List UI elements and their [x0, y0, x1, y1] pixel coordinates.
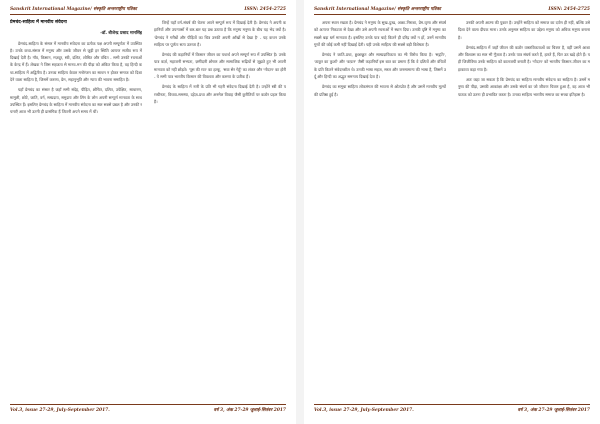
- text-columns: [314, 19, 590, 401]
- issue-label: Vol.3, issue 27-29, July-September 2017.: [314, 407, 414, 413]
- paragraph: प्रेमचंद की कहानियों में किसान जीवन का यथार्थ अपने सम्पूर्ण रूप में उपस्थित है। उनके पात्र कर्ज़, महाजनी सभ्यता, ज़मींदारी शोषण और सामाजिक रूढ़ियों से जूझते हुए भी अपनी मानवता को नहीं छोड़ते। 'पूस की रात' का हल्कू, 'सवा सेर गेहूँ' का शंकर और 'गोदान' का होरी - ये सभी पात्र भारतीय किसान की विवशता और करुणा के प्रतीक हैं।: [154, 52, 286, 80]
- text-columns: [10, 19, 286, 401]
- issue-label-hindi: वर्ष 3, अंक 27-29 जुलाई-सितंबर 2017: [213, 408, 286, 413]
- paragraph: जिन्हें यहाँ वर्ग-संघर्ष की चेतना अपने सम्पूर्ण रूप में दिखाई देती है। प्रेमचंद ने अपनी कहानियों और उपन्यासों में बार-बार यह प्रश्न उठाया है कि मनुष्य मनुष्य के बीच यह भेद क्यों है। 'प्रेमचंद ने गरीबों और पीड़ितों का चित्र उनकी अपनी आँखों से देखा है' - यह कथन उनके साहित्य पर पूर्णतः सत्य उतरता है।: [154, 20, 286, 47]
- footer-divider: [314, 404, 590, 405]
- article-title: प्रेमचंद-साहित्य में मानवीय संवेदना: [10, 20, 67, 25]
- article-author: -डॉ. बीजेन्द्र प्रसाद मानसिंह: [100, 30, 142, 36]
- paragraph: प्रेमचंद ने जाति-प्रथा, छुआछूत और साम्प्रदायिकता का भी विरोध किया है। 'सद्गति', 'ठाकुर का कुआँ' और 'कफ़न' जैसी कहानियाँ इस बात का प्रमाण हैं कि वे दलितों और वंचितों के प्रति कितने संवेदनशील थे। उनकी भाषा सहज, सरल और जनसामान्य की भाषा है, जिसमें उर्दू और हिन्दी का अद्भुत समन्वय दिखाई देता है।: [314, 52, 446, 80]
- header-divider: [314, 14, 590, 15]
- journal-name: Sanskrit International Magazine/ संस्कृति अन्तरराष्ट्रीय पत्रिका: [314, 7, 441, 12]
- header-divider: [10, 14, 286, 15]
- page-gutter: [296, 0, 304, 424]
- page-header: [10, 6, 286, 12]
- page-footer: [314, 407, 590, 413]
- text-column-right: [154, 19, 286, 401]
- paragraph: उनकी अपनी आत्मा की पुकार है। उन्होंने साहित्य को समाज का दर्पण ही नहीं, बल्कि उसे दिशा देने वाला दीपक माना। उनके अनुसार साहित्य का उद्देश्य मनुष्य को अधिक मनुष्य बनाना है।: [458, 20, 590, 40]
- paragraph: यहाँ प्रेमचंद का संसार है जहाँ सभी संदेह, पीड़ित, शोषित, दलित, उपेक्षित, साधारण, मामूली, छोटे, जाति, वर्ग, सम्प्रदाय, समुदाय और लिंग के लोग अपनी सम्पूर्ण मानवता के साथ उपस्थित हैं। इसलिए प्रेमचंद के साहित्य में मानवीय संवेदना का स्वर सबसे प्रबल है और उनकी रचनाएँ आज भी उतनी ही प्रासंगिक हैं जितनी अपने समय में थीं।: [10, 87, 142, 115]
- journal-name: Sanskrit International Magazine/ संस्कृति अन्तरराष्ट्रीय पत्रिका: [10, 7, 137, 12]
- text-column-left: [10, 19, 142, 401]
- issn-label: ISSN: 2454-2725: [244, 6, 286, 12]
- paragraph: प्रेमचंद-साहित्य के संसार में मानवीय संवेदना का प्रत्येक पक्ष अपनी सम्पूर्णता में उपस्थित है। उनके कथा-संसार में मनुष्य और उसके जीवन से जुड़ी हर स्थिति अत्यन्त सजीव रूप में दिखाई देती है। गाँव, किसान, मज़दूर, स्त्री, दलित, शोषित और वंचित - सभी उनकी रचनाओं के केन्द्र में हैं। लेखक ने जिस सहजता से मानव-मन की पीड़ा को अंकित किया है, वह हिन्दी कथा-साहित्य में अद्वितीय है। उनका साहित्य केवल मनोरंजन का साधन न होकर समाज को दिशा देने वाला साहित्य है, जिसमें करुणा, प्रेम, सहानुभूति और न्याय की भावना समाहित है।: [10, 40, 142, 83]
- page-header: [314, 6, 590, 12]
- left-page: [0, 0, 296, 424]
- paragraph: अपना स्थान रखता है। प्रेमचंद ने मनुष्य के सुख-दुःख, आशा-निराशा, प्रेम-घृणा और संघर्ष को अत्यन्त निकटता से देखा और उसे अपनी रचनाओं में स्थान दिया। उनकी दृष्टि में मनुष्य का सबसे बड़ा धर्म मानवता है। इसलिए उनके पात्र चाहे कितने ही दरिद्र क्यों न हों, उनमें मानवीय गुणों की कोई कमी नहीं दिखाई देती। यही उनके साहित्य की सबसे बड़ी विशेषता है।: [314, 20, 446, 47]
- paragraph: प्रेमचंद के साहित्य में नारी के प्रति भी गहरी संवेदना दिखाई देती है। उन्होंने स्त्री की पराधीनता, विधवा-समस्या, दहेज़-प्रथा और अनमेल विवाह जैसी कुरीतियों पर कठोर प्रहार किया है।: [154, 84, 286, 104]
- text-column-left: [314, 19, 446, 401]
- issn-label: ISSN: 2454-2725: [548, 6, 590, 12]
- footer-divider: [10, 404, 286, 405]
- page-footer: [10, 407, 286, 413]
- paragraph: प्रेमचंद का समूचा साहित्य लोकमंगल की भावना से ओतप्रोत है और उसमें मानवीय मूल्यों की प्रतिष्ठा हुई है।: [314, 84, 446, 97]
- issue-label: Vol.3, issue 27-29, July-September 2017.: [10, 407, 110, 413]
- paragraph: अतः कहा जा सकता है कि प्रेमचंद का साहित्य मानवीय संवेदना का साहित्य है। उसमें मनुष्य की पीड़ा, उसकी आकांक्षा और उसके संघर्ष का जो जीवन्त चित्रण हुआ है, वह आज भी पाठक को उतना ही प्रभावित करता है। उनका साहित्य भारतीय समाज का सच्चा इतिहास है।: [458, 77, 590, 97]
- issue-label-hindi: वर्ष 3, अंक 27-29 जुलाई-सितंबर 2017: [517, 408, 590, 413]
- text-column-right: [458, 19, 590, 401]
- right-page: [304, 0, 600, 424]
- paragraph: प्रेमचंद-साहित्य में जहाँ जीवन की कठोर वास्तविकताओं का चित्रण है, वहीं उसमें आशा और विश्वास का स्वर भी गूँजता है। उनके पात्र संघर्ष करते हैं, हारते हैं, फिर उठ खड़े होते हैं। यही जिजीविषा उनके साहित्य को कालजयी बनाती है। 'गोदान' को भारतीय किसान-जीवन का महाकाव्य कहा गया है।: [458, 44, 590, 72]
